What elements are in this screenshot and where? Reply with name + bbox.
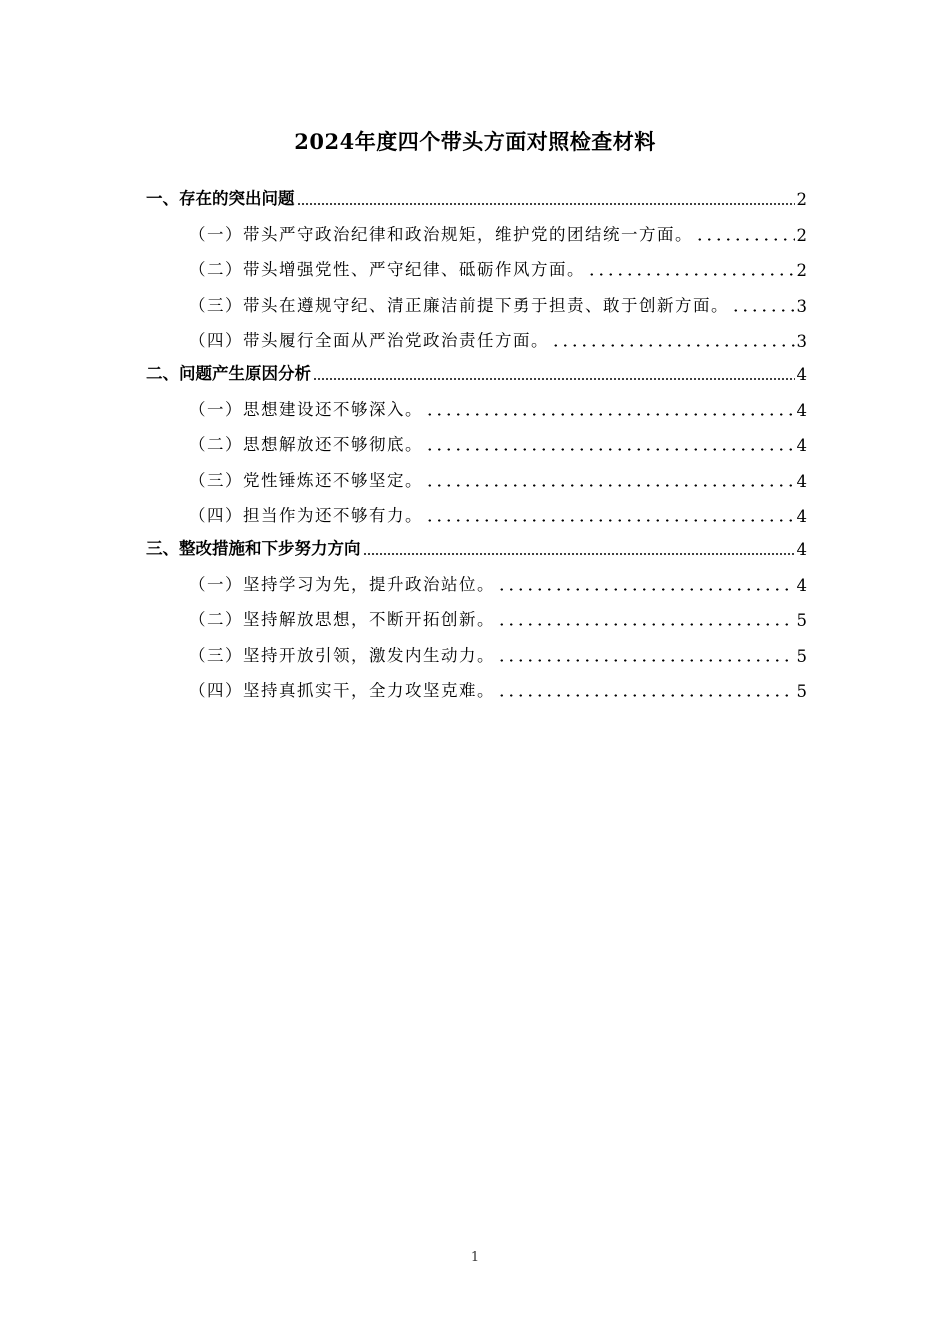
toc-page-number: 4 [796,471,807,491]
toc-page-number: 5 [796,611,807,630]
toc-item-label: （一）思想建设还不够深入。 [189,399,423,419]
toc-item-label: （四）带头履行全面从严治党政治责任方面。 [189,331,549,350]
toc-item-1-1[interactable] [146,209,807,245]
toc-page-number: 2 [796,261,807,280]
table-of-contents [146,176,807,701]
toc-leader-dots [425,519,795,522]
toc-leader-dots [313,378,795,380]
toc-section-label: 二、问题产生原因分析 [146,364,311,383]
toc-leader-dots [363,553,795,555]
toc-section-label: 三、整改措施和下步努力方向 [146,539,361,558]
toc-section-1[interactable] [146,176,807,209]
toc-item-label: （二）思想解放还不够彻底。 [189,435,423,454]
toc-item-label: （二）带头增强党性、严守纪律、砥砺作风方面。 [189,260,585,279]
toc-page-number: 4 [796,507,807,526]
toc-page-number: 4 [796,365,807,384]
toc-item-2-1[interactable] [146,384,807,420]
toc-page-number: 4 [796,540,807,559]
toc-leader-dots [695,238,795,241]
toc-item-2-4[interactable] [146,491,807,527]
toc-leader-dots [497,694,795,697]
toc-page-number: 5 [796,682,807,701]
toc-leader-dots [587,273,795,276]
toc-item-label: （三）坚持开放引领，激发内生动力。 [189,645,495,665]
toc-item-1-4[interactable] [146,316,807,352]
toc-page-number: 4 [796,400,807,420]
toc-leader-dots [425,448,795,451]
toc-page-number: 4 [796,575,807,595]
toc-page-number: 3 [796,296,807,316]
toc-page-number: 2 [796,190,807,209]
toc-leader-dots [497,623,795,626]
toc-item-label: （四）坚持真抓实干，全力攻坚克难。 [189,681,495,700]
document-title: 2024年度四个带头方面对照检查材料 [294,129,656,154]
toc-leader-dots [497,588,795,591]
toc-item-3-1[interactable] [146,559,807,595]
toc-item-3-4[interactable] [146,666,807,702]
toc-section-3[interactable] [146,526,807,559]
toc-section-label: 一、存在的突出问题 [146,189,295,208]
toc-item-label: （一）带头严守政治纪律和政治规矩，维护党的团结统一方面。 [189,224,693,244]
toc-item-label: （三）党性锤炼还不够坚定。 [189,470,423,490]
toc-page-number: 4 [796,436,807,455]
toc-item-1-2[interactable] [146,245,807,281]
toc-item-label: （二）坚持解放思想，不断开拓创新。 [189,610,495,629]
toc-leader-dots [731,309,795,312]
toc-leader-dots [425,484,795,487]
toc-section-2[interactable] [146,351,807,384]
toc-leader-dots [497,659,795,662]
toc-item-2-3[interactable] [146,455,807,491]
page-footer-number: 1 [470,1250,480,1265]
toc-page-number: 3 [796,332,807,351]
toc-item-3-2[interactable] [146,595,807,631]
toc-leader-dots [425,413,795,416]
toc-item-label: （一）坚持学习为先，提升政治站位。 [189,574,495,594]
toc-item-label: （三）带头在遵规守纪、清正廉洁前提下勇于担责、敢于创新方面。 [189,295,729,315]
toc-item-2-2[interactable] [146,420,807,456]
toc-page-number: 2 [796,225,807,245]
toc-item-label: （四）担当作为还不够有力。 [189,506,423,525]
toc-leader-dots [297,203,795,205]
toc-leader-dots [551,344,795,347]
toc-page-number: 5 [796,646,807,666]
toc-item-3-3[interactable] [146,630,807,666]
toc-item-1-3[interactable] [146,280,807,316]
